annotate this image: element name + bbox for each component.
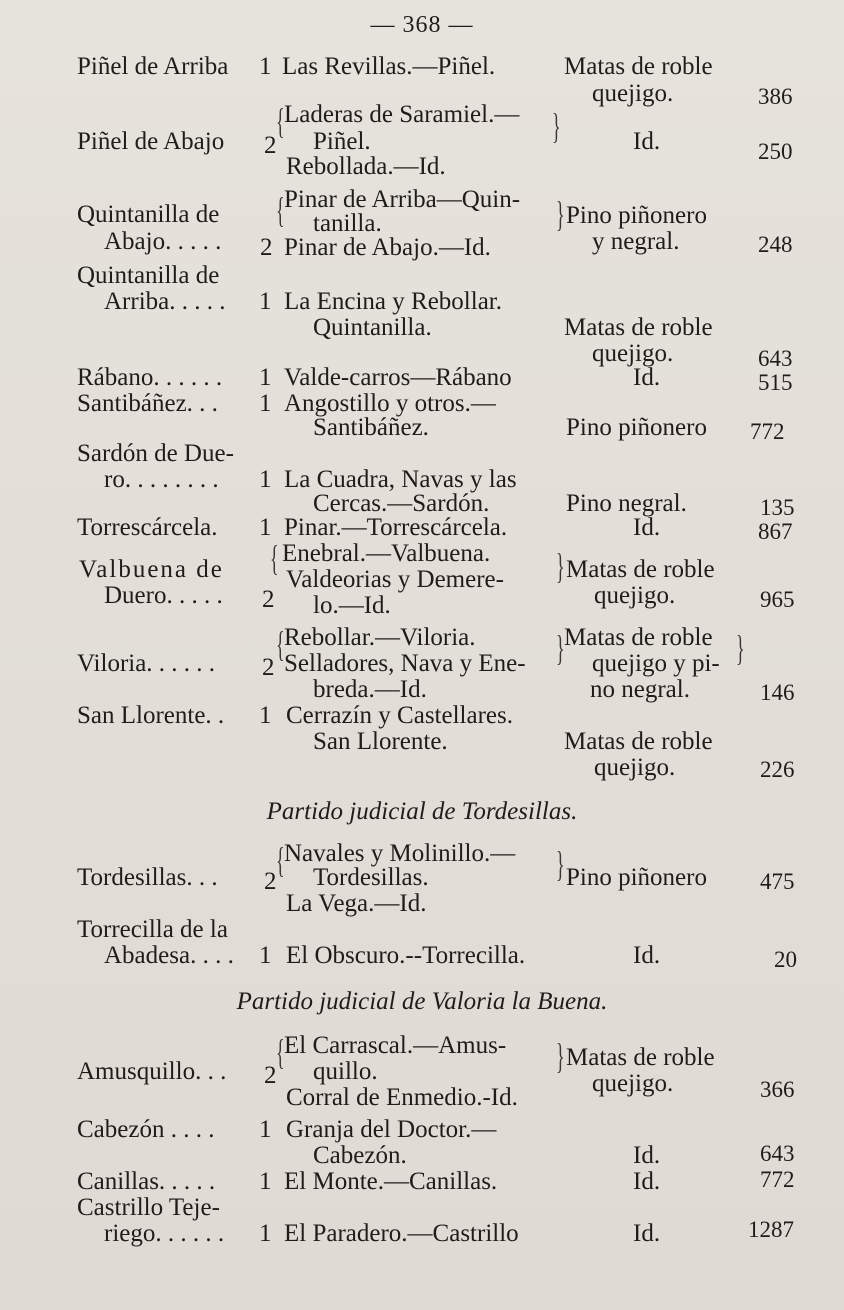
site: Corral de Enmedio.-Id. xyxy=(286,1084,518,1111)
count: 1 xyxy=(259,1116,272,1143)
species: Id. xyxy=(633,514,661,541)
site: Pinar de Abajo.—Id. xyxy=(284,234,491,261)
count: 2 xyxy=(262,586,275,613)
area: 643 xyxy=(760,1141,795,1166)
municipality: Piñel de Arriba xyxy=(77,53,229,80)
species: Matas de roble xyxy=(564,314,713,341)
count: 1 xyxy=(259,364,272,391)
section-heading: Partido judicial de Valoria la Buena. xyxy=(236,988,608,1015)
site: Pinar de Arriba—Quin- xyxy=(284,186,521,213)
count: 1 xyxy=(259,1168,272,1195)
brace-right: } xyxy=(556,844,565,884)
species: Id. xyxy=(633,1142,661,1169)
page-number: — 368 — xyxy=(370,12,474,38)
area: 20 xyxy=(774,947,797,972)
site: Las Revillas.—Piñel. xyxy=(282,53,496,80)
count: 1 xyxy=(259,514,272,541)
species: quejigo. xyxy=(594,582,676,609)
site: Granja del Doctor.— xyxy=(286,1116,497,1143)
site: El Monte.—Canillas. xyxy=(284,1168,498,1195)
municipality: Sardón de Due- xyxy=(77,440,234,467)
count: 2 xyxy=(264,868,277,895)
species: Pino piñonero xyxy=(566,864,707,891)
municipality: Abadesa. . . . xyxy=(104,942,234,969)
count: 2 xyxy=(264,132,277,159)
municipality: Duero. . . . . xyxy=(104,582,223,609)
site: Cerrazín y Castellares. xyxy=(286,702,513,729)
count: 1 xyxy=(259,942,272,969)
area: 643 xyxy=(758,346,793,371)
site: La Encina y Rebollar. xyxy=(284,288,502,315)
site: Santibáñez. xyxy=(313,414,429,441)
area: 965 xyxy=(760,587,795,612)
municipality: Amusquillo. . . xyxy=(77,1058,227,1085)
species: quejigo. xyxy=(592,340,674,367)
site: Enebral.—Valbuena. xyxy=(282,540,491,567)
area: 248 xyxy=(758,232,793,257)
species: quejigo y pi- xyxy=(592,650,720,677)
species: Matas de roble xyxy=(564,624,713,651)
area: 250 xyxy=(758,139,793,164)
municipality: riego. . . . . . xyxy=(104,1220,225,1247)
brace-left: { xyxy=(276,190,285,230)
municipality: Quintanilla de xyxy=(77,262,220,289)
species: Matas de roble xyxy=(564,53,713,80)
count: 1 xyxy=(259,1220,272,1247)
site: breda.—Id. xyxy=(313,676,427,703)
municipality: Arriba. . . . . xyxy=(104,288,226,315)
area: 386 xyxy=(758,84,793,109)
brace-right: } xyxy=(736,628,745,668)
site: Cercas.—Sardón. xyxy=(313,490,490,517)
area: 146 xyxy=(760,680,795,705)
municipality: Rábano. . . . . . xyxy=(77,364,223,391)
species: Id. xyxy=(633,1168,661,1195)
site: La Cuadra, Navas y las xyxy=(284,466,517,493)
site: Pinar.—Torrescárcela. xyxy=(284,514,508,541)
brace-left: { xyxy=(276,101,285,141)
site: Piñel. xyxy=(313,128,371,155)
species: Matas de roble xyxy=(564,728,713,755)
species: Id. xyxy=(633,942,661,969)
species: Id. xyxy=(633,364,661,391)
site: Rebollada.—Id. xyxy=(286,153,446,180)
species: Pino piñonero xyxy=(566,202,707,229)
species: quejigo. xyxy=(592,80,674,107)
species: y negral. xyxy=(592,228,680,255)
municipality: Santibáñez. . . xyxy=(77,390,218,417)
site: Quintanilla. xyxy=(313,314,432,341)
brace-right: } xyxy=(556,1036,565,1076)
area: 135 xyxy=(760,495,795,520)
brace-left: { xyxy=(270,538,279,578)
brace-right: } xyxy=(556,628,565,668)
area: 515 xyxy=(758,370,793,395)
brace-left: { xyxy=(276,1032,285,1072)
species: Matas de roble xyxy=(566,1044,715,1071)
municipality: Abajo. . . . . xyxy=(104,228,222,255)
site: La Vega.—Id. xyxy=(286,890,427,917)
species: Id. xyxy=(633,1220,661,1247)
site: Rebollar.—Viloria. xyxy=(284,624,476,651)
municipality: Viloria. . . . . . xyxy=(77,650,216,677)
site: Angostillo y otros.— xyxy=(284,390,496,417)
section-heading: Partido judicial de Tordesillas. xyxy=(266,798,578,825)
municipality: ro. . . . . . . . xyxy=(104,466,219,493)
site: lo.—Id. xyxy=(313,592,391,619)
count: 2 xyxy=(264,1062,277,1089)
area: 366 xyxy=(760,1077,795,1102)
municipality: Torrecilla de la xyxy=(77,916,228,943)
site: Valde-carros—Rábano xyxy=(284,364,512,391)
municipality: Tordesillas. . . xyxy=(77,864,218,891)
count: 1 xyxy=(259,390,272,417)
species: Pino negral. xyxy=(566,490,687,517)
species: no negral. xyxy=(590,676,690,703)
municipality: Quintanilla de xyxy=(77,201,220,228)
species: Pino piñonero xyxy=(566,414,707,441)
municipality: Piñel de Abajo xyxy=(77,128,225,155)
area: 226 xyxy=(760,757,795,782)
site: Laderas de Saramiel.— xyxy=(284,101,520,128)
area: 772 xyxy=(760,1167,795,1192)
area: 867 xyxy=(758,519,793,544)
municipality: San Llorente. . xyxy=(77,702,225,729)
brace-left: { xyxy=(276,840,285,880)
municipality: Cabezón . . . . xyxy=(77,1116,215,1143)
count: 1 xyxy=(259,702,272,729)
count: 2 xyxy=(260,234,273,261)
site: quillo. xyxy=(313,1058,378,1085)
municipality: Canillas. . . . . xyxy=(77,1168,216,1195)
site: Selladores, Nava y Ene- xyxy=(284,650,526,677)
brace-right: } xyxy=(556,546,565,586)
count: 2 xyxy=(262,654,275,681)
municipality: Torrescárcela. xyxy=(77,514,218,541)
species: Id. xyxy=(633,128,661,155)
site: tanilla. xyxy=(313,210,382,237)
site: Valdeorias y Demere- xyxy=(286,566,504,593)
count: 1 xyxy=(259,466,272,493)
site: San Llorente. xyxy=(313,728,448,755)
site: Navales y Molinillo.— xyxy=(284,840,516,867)
brace-right: } xyxy=(552,106,561,146)
site: El Obscuro.--Torrecilla. xyxy=(286,942,526,969)
count: 1 xyxy=(259,288,272,315)
area: 475 xyxy=(760,869,795,894)
brace-right: } xyxy=(556,194,565,234)
brace-left: { xyxy=(276,624,285,664)
site: Cabezón. xyxy=(313,1142,407,1169)
site: El Carrascal.—Amus- xyxy=(284,1032,507,1059)
site: Tordesillas. xyxy=(313,864,429,891)
area: 1287 xyxy=(748,1217,794,1242)
species: quejigo. xyxy=(592,1070,674,1097)
area: 772 xyxy=(750,419,785,444)
municipality: Castrillo Teje- xyxy=(77,1194,220,1221)
species: quejigo. xyxy=(594,754,676,781)
count: 1 xyxy=(259,53,272,80)
municipality: Valbuena de xyxy=(79,556,224,583)
species: Matas de roble xyxy=(566,556,715,583)
site: El Paradero.—Castrillo xyxy=(284,1220,519,1247)
